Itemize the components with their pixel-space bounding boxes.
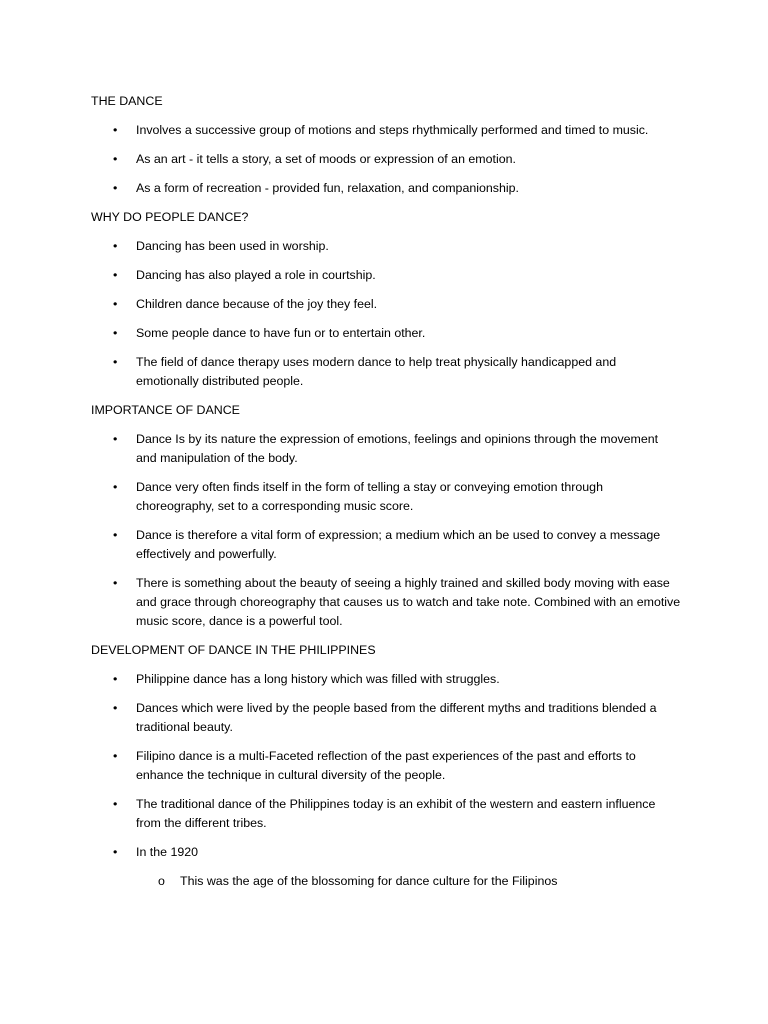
circle-bullet-icon: o <box>158 874 165 888</box>
list-item-text: Children dance because of the joy they feel. <box>136 297 378 311</box>
list-item <box>91 179 681 198</box>
list-item-text: The traditional dance of the Philippines today is an exhibit of the western and eastern influence from the different tribes. <box>136 797 656 830</box>
bullet-icon: • <box>113 576 118 590</box>
list-item <box>91 574 681 631</box>
bullet-list <box>91 121 681 198</box>
bullet-icon: • <box>113 297 118 311</box>
list-item-text: Dancing has also played a role in courtship. <box>136 268 376 282</box>
list-item-text: Involves a successive group of motions and steps rhythmically performed and timed to music. <box>136 123 649 137</box>
bullet-icon: • <box>113 355 118 369</box>
list-item <box>91 430 681 468</box>
bullet-icon: • <box>113 152 118 166</box>
bullet-icon: • <box>113 326 118 340</box>
sub-list-item <box>136 872 681 891</box>
document-body <box>91 92 681 901</box>
list-item <box>91 670 681 689</box>
list-item-text: As an art - it tells a story, a set of moods or expression of an emotion. <box>136 152 516 166</box>
list-item-text: In the 1920 <box>136 845 199 859</box>
list-item-text: Dances which were lived by the people based from the different myths and traditions blended a traditional beauty. <box>136 701 657 734</box>
list-item <box>91 266 681 285</box>
list-item <box>91 843 681 891</box>
sub-list-item-text: This was the age of the blossoming for dance culture for the Filipinos <box>180 874 558 888</box>
list-item-text: Filipino dance is a multi-Faceted reflection of the past experiences of the past and efforts to enhance the technique in cultural diversity of the people. <box>136 749 636 782</box>
bullet-icon: • <box>113 181 118 195</box>
section-heading: IMPORTANCE OF DANCE <box>91 403 240 417</box>
bullet-icon: • <box>113 845 118 859</box>
list-item-text: Some people dance to have fun or to entertain other. <box>136 326 426 340</box>
list-item <box>91 324 681 343</box>
sub-bullet-list <box>136 872 681 891</box>
bullet-list <box>91 670 681 891</box>
bullet-list <box>91 237 681 391</box>
bullet-icon: • <box>113 797 118 811</box>
list-item <box>91 747 681 785</box>
list-item-text: Dance Is by its nature the expression of emotions, feelings and opinions through the movement and manipulation of the body. <box>136 432 659 465</box>
list-item-text: Dance very often finds itself in the form of telling a stay or conveying emotion through choreography, set to a corresponding music score. <box>136 480 603 513</box>
bullet-icon: • <box>113 749 118 763</box>
list-item-text: Philippine dance has a long history which was filled with struggles. <box>136 672 500 686</box>
bullet-icon: • <box>113 528 118 542</box>
list-item-text: Dancing has been used in worship. <box>136 239 329 253</box>
bullet-icon: • <box>113 239 118 253</box>
list-item <box>91 699 681 737</box>
bullet-icon: • <box>113 432 118 446</box>
list-item <box>91 478 681 516</box>
section-heading: WHY DO PEOPLE DANCE? <box>91 210 249 224</box>
bullet-icon: • <box>113 268 118 282</box>
list-item <box>91 237 681 256</box>
list-item <box>91 295 681 314</box>
list-item <box>91 526 681 564</box>
bullet-icon: • <box>113 701 118 715</box>
list-item-text: The field of dance therapy uses modern dance to help treat physically handicapped and emotionally distributed people. <box>136 355 617 388</box>
bullet-icon: • <box>113 123 118 137</box>
list-item <box>91 121 681 140</box>
list-item-text: As a form of recreation - provided fun, relaxation, and companionship. <box>136 181 519 195</box>
bullet-list <box>91 430 681 631</box>
list-item-text: There is something about the beauty of seeing a highly trained and skilled body moving with ease and grace through choreography that causes us to watch and take note. Combined with an emotive music score, dance is a powerful tool. <box>136 576 681 628</box>
section-heading: DEVELOPMENT OF DANCE IN THE PHILIPPINES <box>91 643 376 657</box>
section-heading: THE DANCE <box>91 94 163 108</box>
list-item <box>91 795 681 833</box>
list-item <box>91 150 681 169</box>
list-item <box>91 353 681 391</box>
bullet-icon: • <box>113 672 118 686</box>
bullet-icon: • <box>113 480 118 494</box>
list-item-text: Dance is therefore a vital form of expression; a medium which an be used to convey a message effectively and powerfully. <box>136 528 661 561</box>
